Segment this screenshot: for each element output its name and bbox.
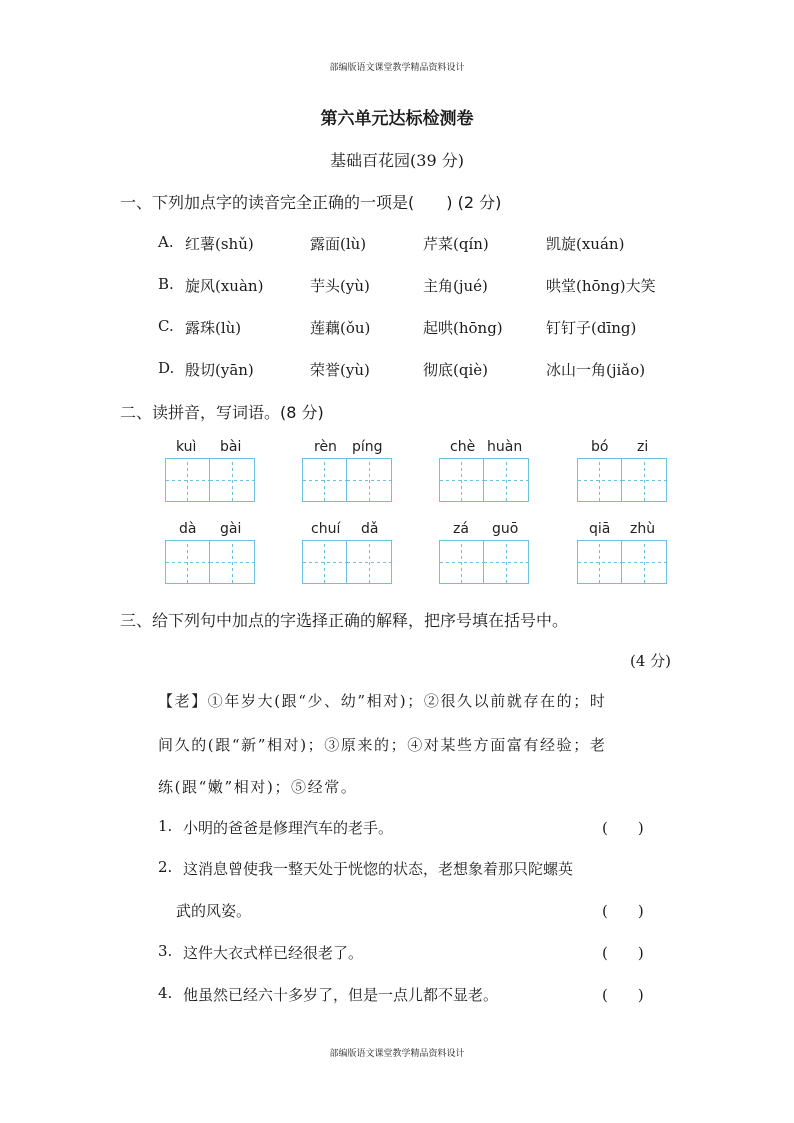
- option-item: 哄堂(hōng)大笑: [546, 277, 656, 295]
- section3-heading: 三、给下列句中加点的字选择正确的解释，把序号填在括号中。: [120, 611, 569, 630]
- definition-line: 间久的(跟“新”相对)；③原来的；④对某些方面富有经验；老: [158, 736, 607, 754]
- writing-grid[interactable]: [302, 458, 392, 502]
- answer-parentheses[interactable]: ( ): [602, 944, 644, 962]
- question-text: 小明的爸爸是修理汽车的老手。: [183, 819, 394, 837]
- question-number: 2.: [158, 858, 173, 876]
- option-item: 钉钉子(dīng): [546, 319, 637, 337]
- pinyin-label: bài: [220, 439, 242, 455]
- option-item: 旋风(xuàn): [185, 277, 264, 295]
- pinyin-label: rèn: [314, 439, 337, 455]
- page-title: 第六单元达标检测卷: [320, 109, 474, 129]
- question-text: 这消息曾使我一整天处于恍惚的状态，老想象着那只陀螺英: [183, 860, 574, 878]
- answer-parentheses[interactable]: ( ): [602, 902, 644, 920]
- pinyin-label: chè: [450, 439, 476, 455]
- definition-line: 【老】①年岁大(跟“少、幼”相对)；②很久以前就存在的；时: [158, 692, 607, 710]
- option-item: 芹菜(qín): [423, 235, 489, 253]
- page-footer: 部编版语文课堂教学精品资料设计: [329, 1049, 465, 1059]
- page-subtitle: 基础百花园(39 分): [330, 151, 464, 170]
- option-item: 露珠(lù): [185, 319, 242, 337]
- option-letter: D.: [158, 359, 175, 377]
- option-item: 冰山一角(jiǎo): [546, 361, 646, 379]
- pinyin-label: qiā: [589, 521, 611, 537]
- page-header: 部编版语文课堂教学精品资料设计: [329, 63, 465, 73]
- question-number: 1.: [158, 817, 173, 835]
- pinyin-label: gài: [220, 521, 242, 537]
- pinyin-label: dǎ: [361, 521, 379, 537]
- writing-grid[interactable]: [577, 458, 667, 502]
- pinyin-label: píng: [352, 439, 383, 455]
- option-item: 凯旋(xuán): [546, 235, 625, 253]
- question-number: 4.: [158, 984, 173, 1002]
- option-item: 起哄(hōng): [423, 319, 503, 337]
- option-letter: A.: [158, 233, 174, 251]
- option-item: 主角(jué): [423, 277, 488, 295]
- pinyin-label: dà: [179, 521, 197, 537]
- pinyin-label: zá: [453, 521, 469, 537]
- option-item: 红薯(shǔ): [185, 235, 254, 253]
- answer-parentheses[interactable]: ( ): [602, 986, 644, 1004]
- answer-parentheses[interactable]: ( ): [602, 819, 644, 837]
- question-text: 这件大衣式样已经很老了。: [183, 944, 364, 962]
- writing-grid[interactable]: [165, 540, 255, 584]
- question-number: 3.: [158, 942, 173, 960]
- question-text-continued: 武的风姿。: [176, 902, 252, 920]
- option-item: 荣誉(yù): [310, 361, 370, 379]
- question-text: 他虽然已经六十多岁了，但是一点儿都不显老。: [183, 986, 499, 1004]
- section3-score: (4 分): [630, 652, 672, 670]
- option-letter: B.: [158, 275, 174, 293]
- definition-line: 练(跟“嫩”相对)；⑤经常。: [158, 778, 358, 796]
- pinyin-label: zhù: [630, 521, 656, 537]
- pinyin-label: bó: [591, 439, 609, 455]
- writing-grid[interactable]: [439, 540, 529, 584]
- option-item: 殷切(yān): [185, 361, 254, 379]
- writing-grid[interactable]: [165, 458, 255, 502]
- option-item: 莲藕(ǒu): [310, 319, 371, 337]
- writing-grid[interactable]: [302, 540, 392, 584]
- writing-grid[interactable]: [577, 540, 667, 584]
- pinyin-label: chuí: [311, 521, 341, 537]
- option-item: 彻底(qiè): [423, 361, 488, 379]
- option-item: 露面(lù): [310, 235, 367, 253]
- option-letter: C.: [158, 317, 174, 335]
- pinyin-label: kuì: [176, 439, 197, 455]
- writing-grid[interactable]: [439, 458, 529, 502]
- section1-heading: 一、下列加点字的读音完全正确的一项是( ) (2 分): [120, 193, 502, 212]
- pinyin-label: huàn: [487, 439, 523, 455]
- section2-heading: 二、读拼音，写词语。(8 分): [120, 403, 324, 422]
- option-item: 芋头(yù): [310, 277, 370, 295]
- pinyin-label: guō: [492, 521, 519, 537]
- pinyin-label: zi: [637, 439, 649, 455]
